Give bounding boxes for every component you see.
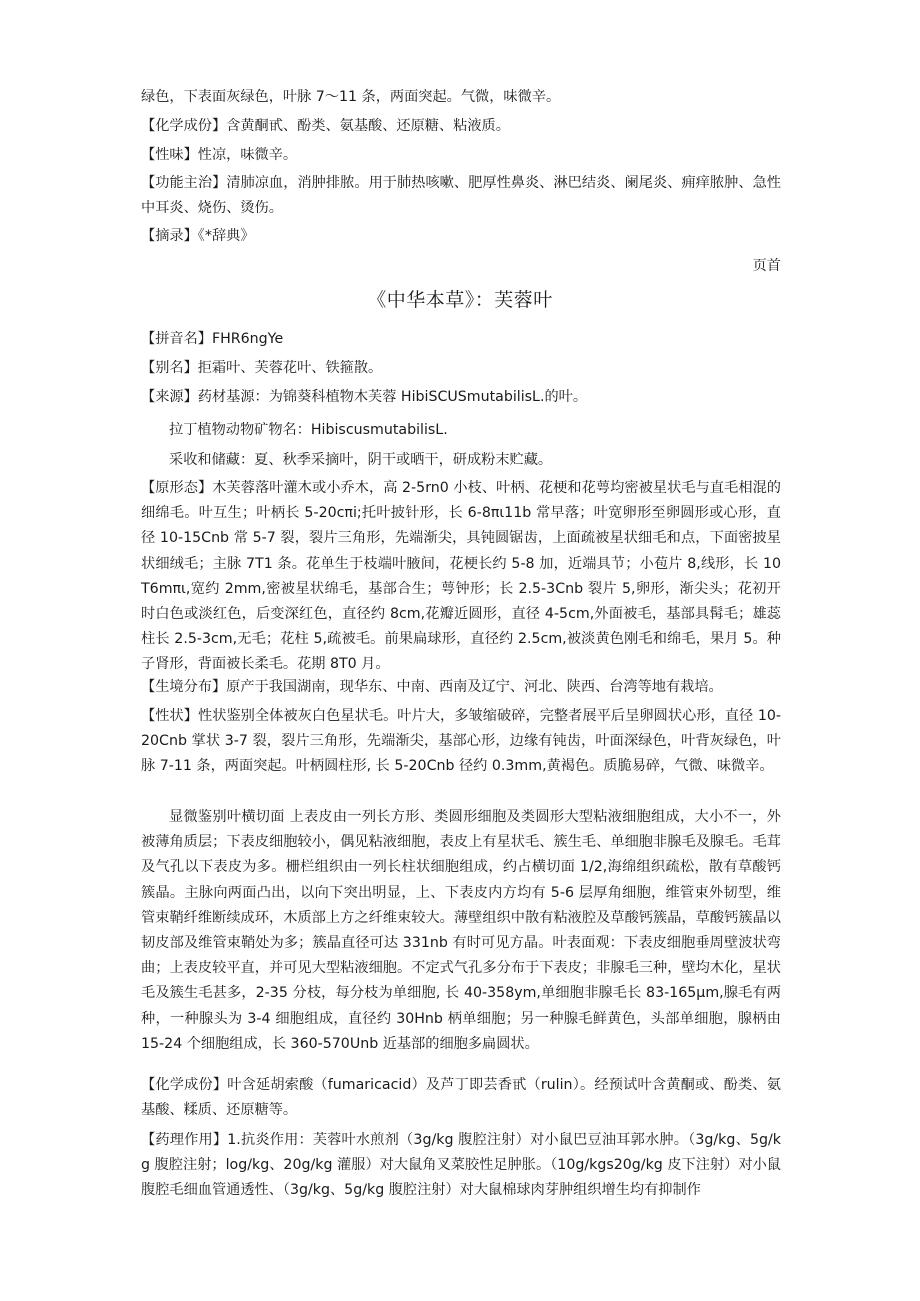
prev-chemistry-paragraph [141,114,781,139]
section-text: 性状鉴别全体被灰白色星状毛。叶片大，多皱缩破碎，完整者展平后呈卵圆状心形，直径 10-20Cnb 掌状 3-7 裂，裂片三角形，先端渐尖，基部心形，边缘有钝齿，叶面深绿色，叶背灰绿色，叶脉 7-11 条，两面突起。叶柄圆柱形, 长 5-20Cnb 径约 0.3mm,黄褐色。质脆易碎，气微、味微辛。 [141,708,781,775]
chemistry-paragraph [141,1073,781,1123]
section-label: 【化学成份】 [141,118,227,134]
section-text: 1.抗炎作用：芙蓉叶水煎剂（3g/kg 腹腔注射）对小鼠巴豆油耳郭水肿。（3g/kg、5g∕kg 腹腔注射；log/kg、20g∕kg 灌服）对大鼠角叉菜胶性足肿胀。（10g∕kgs20g∕kg 皮下注射）对小鼠腹腔毛细血管通透性、（3g/kg、5g∕kg 腹腔注射）对大鼠棉球肉芽肿组织增生均有抑制作 [141,1132,781,1199]
prev-function-paragraph [141,171,781,221]
section-label: 【生境分布】 [141,679,227,695]
section-label: 【药理作用】 [141,1132,228,1148]
source-paragraph [141,385,781,410]
section-label: 【化学成份】 [141,1077,228,1093]
prev-continuation-line: 绿色，下表面灰绿色，叶脉 7～11 条，两面突起。气微，味微辛。 [141,89,561,105]
latin-name-line: 拉丁植物动物矿物名：HibiscusmutabilisL. [169,422,448,438]
section-label: 【性状】 [141,708,198,724]
pharmacology-paragraph [141,1128,781,1204]
traits-paragraph [141,704,781,780]
section-label: 【功能主治】 [141,175,227,191]
prev-taste-paragraph [141,143,781,168]
microscopy-paragraph: 显微鉴别叶横切面 上表皮由一列长方形、类圆形细胞及类圆形大型粘液细胞组成，大小不一，外被薄角质层；下表皮细胞较小，偶见粘液细胞，表皮上有星状毛、簇生毛、单细胞非腺毛及腺毛。毛茸及气孔以下表皮为多。栅栏组织由一列长柱状细胞组成，约占横切面 1/2,海绵组织疏松，散有草酸钙簇晶。主脉向两面凸出，以向下突出明显，上、下表皮内方均有 5-6 层厚角细胞，维管束外韧型，维管束鞘纤维断续成环，木质部上方之纤维束较大。薄壁组织中散有粘液腔及草酸钙簇晶，草酸钙簇晶以韧皮部及维管束鞘处为多；簇晶直径可达 331nb 有时可见方晶。叶表面观：下表皮细胞垂周壁波状弯曲；上表皮较平直，并可见大型粘液细胞。不定式气孔多分布于下表皮；非腺毛三种，壁均木化，星状毛及簇生毛甚多，2-35 分枝，每分枝为单细胞, 长 40-358ym,单细胞非腺毛长 83-165μm,腺毛有两种，一种腺头为 3-4 细胞组成，直径约 30Hnb 柄单细胞；另一种腺毛鲜黄色，头部单细胞，腺柄由 15-24 个细胞组成，长 360-570Unb 近基部的细胞多扁圆状。 [141,809,781,1052]
prev-excerpt-paragraph [141,224,781,249]
section-text: 含黄酮甙、酚类、氨基酸、还原糖、粘液质。 [226,118,510,134]
section-label: 【原形态】 [141,480,213,496]
harvest-line: 采收和储藏：夏、秋季采摘叶，阴干或晒干，研成粉末贮藏。 [169,452,553,468]
section-text: 拒霜叶、芙蓉花叶、铁箍散。 [197,360,383,376]
morphology-paragraph [141,476,781,678]
section-text: 叶含延胡索酸（fumaricacid）及芦丁即芸香甙（rulin）。经预试叶含黄酮或、酚类、氨基酸、糅质、还原糖等。 [141,1077,781,1119]
pinyin-paragraph [141,327,781,352]
section-label: 【性味】 [141,147,198,163]
document-title: 《中华本草》：芙蓉叶 [367,289,553,311]
section-label: 【别名】 [141,360,198,376]
section-text: 原产于我国湖南，现华东、中南、西南及辽宁、河北、陕西、台湾等地有栽培。 [226,679,723,695]
section-text: 《*辞典》 [197,228,255,244]
section-text: FHR6ngYe [211,331,284,347]
section-label: 【来源】 [141,389,198,405]
alias-paragraph [141,356,781,381]
habitat-paragraph [141,675,781,700]
page-top-link[interactable]: 页首 [752,258,781,274]
section-text: 性凉，味微辛。 [197,147,298,163]
section-text: 药材基源：为锦葵科植物木芙蓉 HibiSCUSmutabilisL.的叶。 [197,389,588,405]
section-label: 【摘录】 [141,228,198,244]
section-text: 木芙蓉落叶灌木或小乔木，高 2-5rn0 小枝、叶柄、花梗和花萼均密被星状毛与直毛相混的细绵毛。叶互生；叶柄长 5-20cπi;托叶披针形，长 6-8πι11b 常早落；叶宽卵形至卵圆形或心形，直径 10-15Cnb 常 5-7 裂，裂片三角形，先端渐尖，具钝圆锯齿，上面疏被星状细毛和点，下面密披星状细绒毛；主脉 7T1 条。花单生于枝端叶腋间，花梗长约 5-8 加，近端具节；小苞片 8,线形，长 10T6mπι,宽约 2mm,密被星状绵毛，基部合生；萼钟形；长 2.5-3Cnb 裂片 5,卵形，渐尖头；花初开时白色或淡红色，后变深红色，直径约 8cm,花瓣近圆形，直径 4-5cm,外面被毛，基部具髯毛；雄蕊柱长 2.5-3cm,无毛；花柱 5,疏被毛。前果扁球形，直径约 2.5cm,被淡黄色刚毛和绵毛，果月 5。种子肾形，背面被长柔毛。花期 8T0 月。 [141,480,781,673]
section-label: 【拼音名】 [141,331,212,347]
section-text: 清肺凉血，消肿排脓。用于肺热咳嗽、肥厚性鼻炎、淋巴结炎、阑尾炎、痈痒脓肿、急性中耳炎、烧伤、烫伤。 [141,175,781,217]
